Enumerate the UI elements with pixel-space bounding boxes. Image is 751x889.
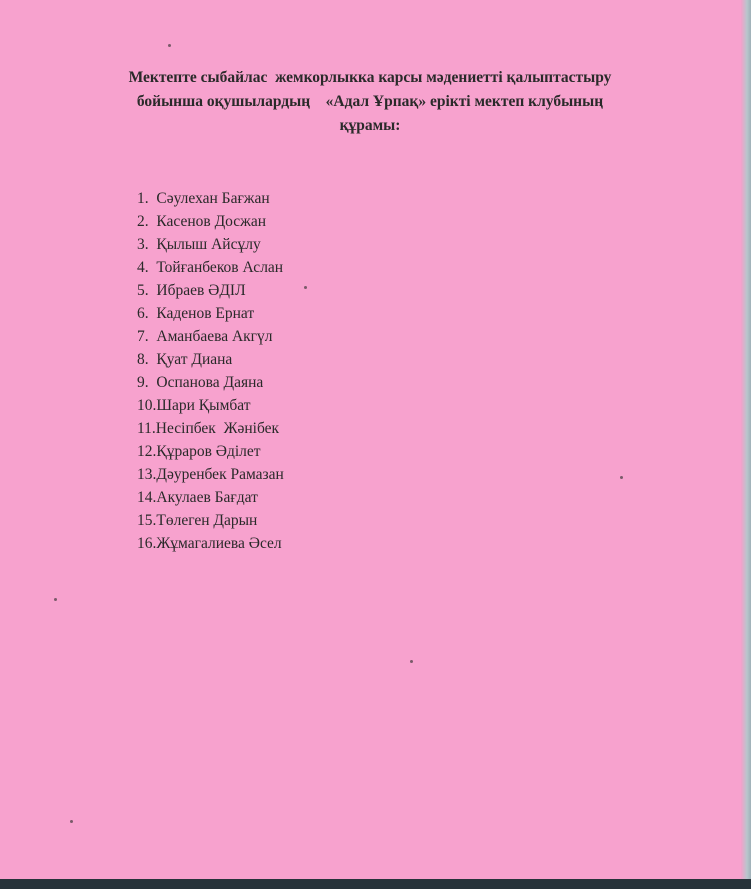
- member-item: 2. Касенов Досжан: [137, 213, 267, 230]
- member-item: 5. Ибраев ӘДІЛ: [137, 282, 246, 299]
- member-item: 7. Аманбаева Акгүл: [137, 328, 273, 345]
- scanner-bottom-strip: [0, 879, 751, 889]
- scan-speck: [54, 598, 57, 601]
- scan-speck: [410, 660, 413, 663]
- member-item: 16.Жұмагалиева Әсел: [137, 535, 282, 552]
- heading-line-3: құрамы:: [339, 117, 401, 134]
- member-item: 3. Қылыш Айсұлу: [137, 236, 261, 253]
- scan-speck: [620, 476, 623, 479]
- heading-line-1: Мектепте сыбайлас жемкорлыкка карсы мәдениетті қалыптастыру: [128, 69, 612, 86]
- member-item: 4. Тойғанбеков Аслан: [137, 259, 284, 276]
- member-list: [137, 187, 284, 555]
- member-item: 10.Шари Қымбат: [137, 397, 251, 414]
- member-item: 11.Несіпбек Жәнібек: [137, 420, 280, 437]
- member-item: 6. Каденов Ернат: [137, 305, 255, 322]
- document-heading: [90, 66, 650, 138]
- scan-speck: [70, 820, 73, 823]
- member-item: 13.Дәуренбек Рамазан: [137, 466, 284, 483]
- member-item: 1. Сәулехан Бағжан: [137, 190, 270, 207]
- scan-speck: [168, 44, 171, 47]
- scan-speck: [304, 286, 307, 289]
- member-item: 9. Оспанова Даяна: [137, 374, 264, 391]
- heading-line-2: бойынша оқушылардың «Адал Ұрпақ» ерікті мектеп клубының: [136, 93, 604, 110]
- member-item: 14.Акулаев Бағдат: [137, 489, 258, 506]
- member-item: 8. Қуат Диана: [137, 351, 233, 368]
- member-item: 12.Құраров Әділет: [137, 443, 261, 460]
- member-item: 15.Төлеген Дарын: [137, 512, 258, 529]
- scan-edge: [741, 0, 751, 879]
